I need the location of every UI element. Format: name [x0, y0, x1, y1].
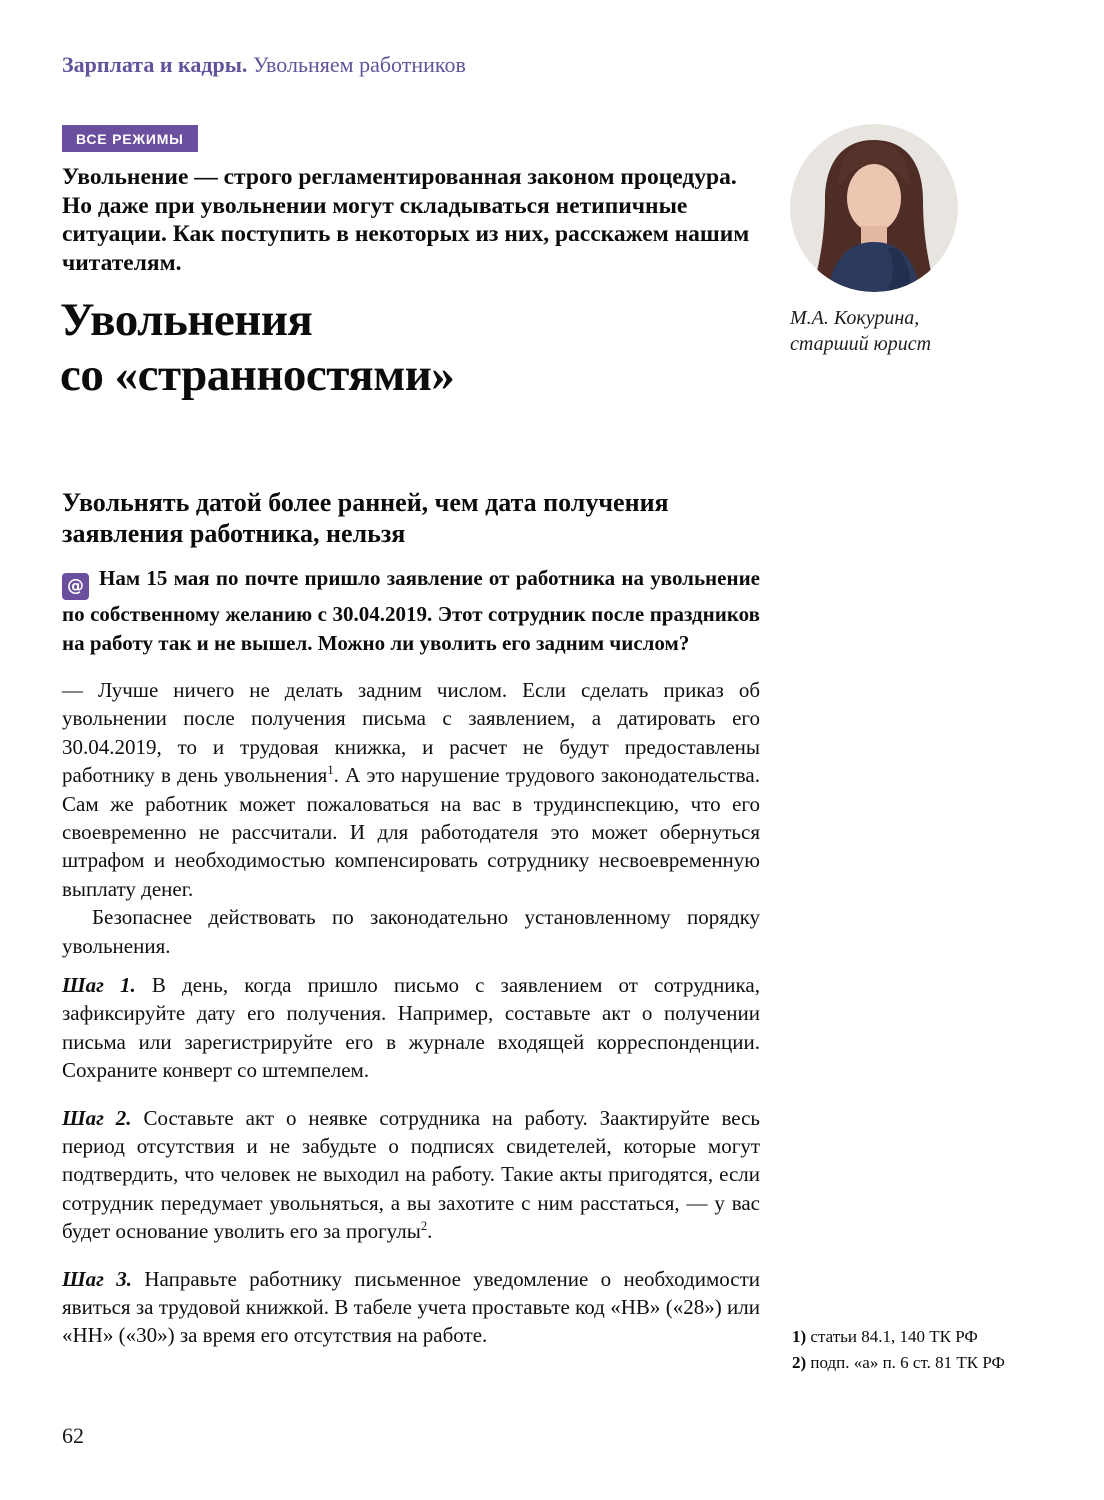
footnote-ref-2: 2	[420, 1219, 428, 1234]
footnote-1-num: 1)	[792, 1327, 807, 1346]
step-1	[62, 971, 760, 1085]
at-icon: @	[62, 573, 89, 600]
footnote-2-num: 2)	[792, 1353, 807, 1372]
author-photo	[790, 124, 958, 292]
answer-p1-text: — Лучше ничего не делать задним числом. Если сделать приказ об увольнении после получения письма с заявлением, а датировать его 30.04.2019, то и трудовая книжка, и расчет не будут предоставлены работнику в день увольнения	[62, 678, 760, 788]
answer-p1-text-cont: . А это нарушение трудового законодательства. Сам же работник может пожаловаться на вас в трудинспекцию, что его своевременно не рассчитали. И для работодателя это может обернуться штрафом и необходимостью компенсировать сотруднику несвоевременную выплату денег.	[62, 763, 761, 901]
reader-question-text: Нам 15 мая по почте пришло заявление от работника на увольнение по собственному желанию с 30.04.2019. Этот сотрудник после праздников на работу так и не вышел. Можно ли уволить его задним числом?	[62, 566, 760, 655]
reader-question	[62, 564, 760, 657]
author-role: старший юрист	[790, 333, 932, 355]
article-title	[60, 293, 454, 403]
footnote-1-text: статьи 84.1, 140 ТК РФ	[810, 1327, 978, 1346]
step-3-label: Шаг 3.	[62, 1266, 133, 1291]
step-2-label: Шаг 2.	[62, 1105, 132, 1130]
answer-paragraph-1	[62, 676, 760, 903]
footnote-1	[792, 1324, 1005, 1350]
step-1-text: В день, когда пришло письмо с заявлением от сотрудника, зафиксируйте дату его получения. Например, составьте акт о получении письма или зарегистрируйте его в журнале входящей корреспонденции. Сохраните конверт со штемпелем.	[62, 973, 760, 1083]
step-1-label: Шаг 1.	[62, 973, 136, 997]
step-2-text-cont: .	[427, 1219, 433, 1244]
step-3-text: Направьте работнику письменное уведомление о необходимости явиться за трудовой книжкой. В табеле учета проставьте код «НВ» («28») или «НН» («30») за время его отсутствия на работе.	[62, 1266, 761, 1348]
answer-paragraph-2: Безопаснее действовать по законодательно установленному порядку увольнения.	[62, 905, 760, 958]
footnote-ref-1: 1	[327, 763, 334, 778]
footnotes	[792, 1324, 1005, 1376]
step-3	[62, 1265, 760, 1350]
article-title-line1: Увольнения	[60, 294, 313, 346]
page-number: 62	[62, 1423, 84, 1448]
author-name: М.А. Кокурина,	[790, 307, 920, 329]
footnote-2-text: подп. «а» п. 6 ст. 81 ТК РФ	[810, 1353, 1005, 1372]
step-2	[62, 1104, 760, 1246]
footnote-2	[792, 1350, 1005, 1376]
steps-block	[62, 971, 760, 1369]
breadcrumb-topic: Увольняем работников	[252, 52, 466, 77]
section-heading: Увольнять датой более ранней, чем дата получения заявления работника, нельзя	[62, 488, 669, 548]
article-title-line2: со «странностями»	[60, 349, 455, 401]
author-caption	[790, 305, 1040, 357]
author-block	[790, 124, 1040, 357]
step-2-text: Составьте акт о неявке сотрудника на работу. Заактируйте весь период отсутствия и не забудьте о подписях свидетелей, которые могут подтвердить, что человек не выходил на работу. Такие акты пригодятся, если сотрудник передумает увольняться, а вы захотите с ним расстаться, — у вас будет основание уволить его за прогулы	[62, 1105, 760, 1244]
answer-block	[62, 676, 760, 960]
article-lead: Увольнение — строго регламентированная законом процедура. Но даже при увольнении могут складываться нетипичные ситуации. Как поступить в некоторых из них, расскажем нашим читателям.	[62, 164, 750, 276]
breadcrumb	[62, 52, 466, 78]
regime-badge: ВСЕ РЕЖИМЫ	[62, 125, 198, 152]
breadcrumb-section: Зарплата и кадры.	[62, 52, 248, 77]
woman-portrait-image	[790, 124, 958, 292]
